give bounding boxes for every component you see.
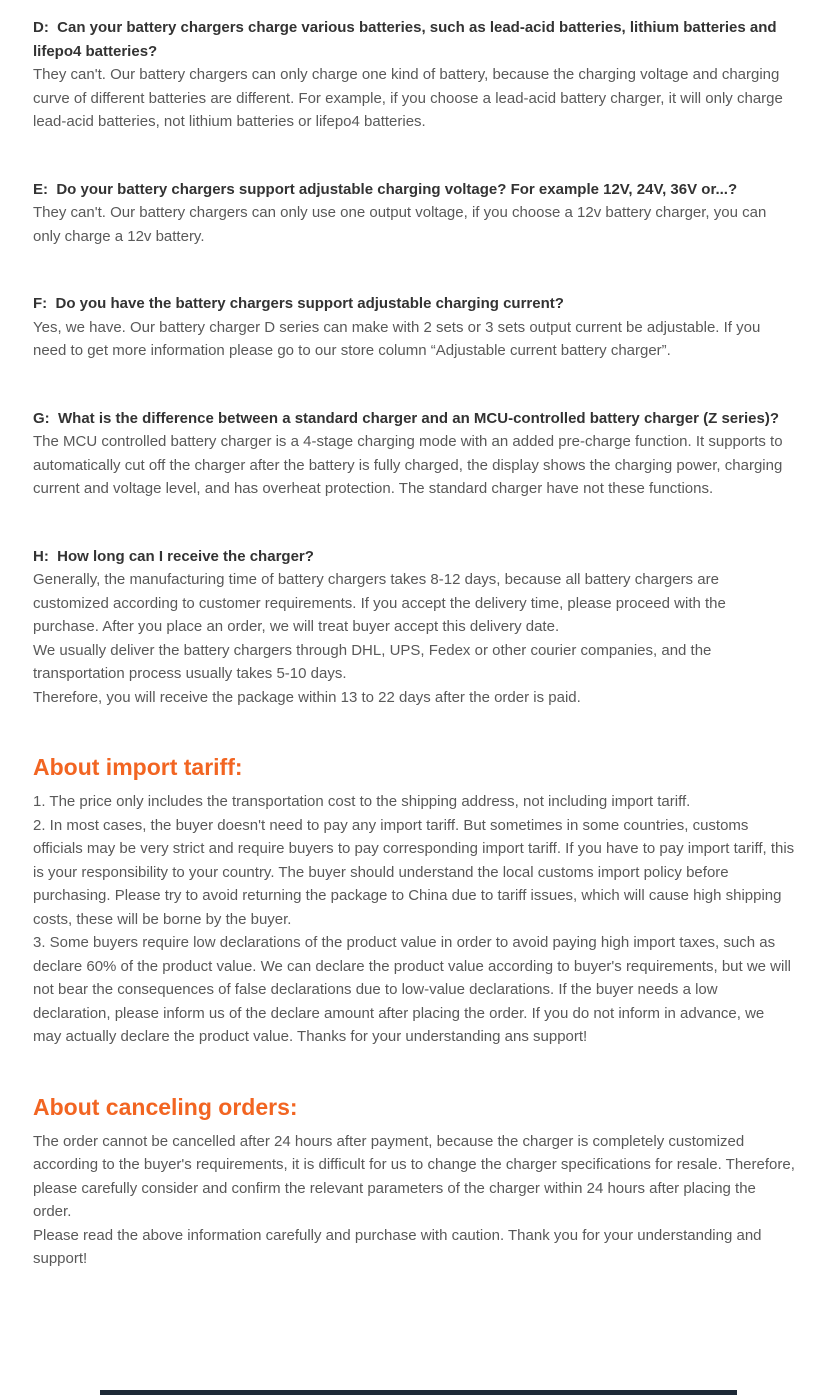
faq-answer-g: The MCU controlled battery charger is a 4-stage charging mode with an added pre-charge function. It supports to automatically cut off the charger after the battery is fully charged, the display shows the charging power, charging current and voltage level, and has overheat protection. The standard charger have not these functions. xyxy=(33,433,783,497)
faq-answer-h-manufacturing: Generally, the manufacturing time of battery chargers takes 8-12 days, because all battery chargers are customized according to customer requirements. If you accept the delivery time, please proceed with the purchase. After you place an order, we will treat buyer accept this delivery date. xyxy=(33,571,726,635)
section-title-import-tariff: About import tariff: xyxy=(33,754,243,780)
faq-question-f: F: Do you have the battery chargers support adjustable charging current? xyxy=(33,295,564,312)
faq-question-e: E: Do your battery chargers support adjustable charging voltage? For example 12V, 24V, 36V or...? xyxy=(33,180,738,198)
section-import-tariff xyxy=(33,753,795,1049)
faq-answer-f: Yes, we have. Our battery charger D series can make with 2 sets or 3 sets output current be adjustable. If you need to get more information please go to our store column “Adjustable current battery charger”. xyxy=(33,318,761,359)
canceling-orders-policy: The order cannot be cancelled after 24 hours after payment, because the charger is completely customized according to the buyer's requirements, it is difficult for us to change the charger specifications for resale. Therefore, please carefully consider and confirm the relevant parameters of the charger within 24 hours after placing the order. xyxy=(33,1132,795,1220)
faq-question-h: H: How long can I receive the charger? xyxy=(33,547,314,565)
faq-answer-d: They can't. Our battery chargers can only charge one kind of battery, because the charging voltage and charging curve of different batteries are different. For example, if you choose a lead-acid battery charger, it will only charge lead-acid batteries, not lithium batteries or lifepo4 batteries. xyxy=(33,66,783,130)
faq-section-e xyxy=(33,178,795,249)
faq-section-f xyxy=(33,292,795,363)
faq-question-d: D: Can your battery chargers charge various batteries, such as lead-acid batteries, lithium batteries and lifepo4 batteries? xyxy=(33,19,781,60)
faq-answer-h-total-time: Therefore, you will receive the package within 13 to 22 days after the order is paid. xyxy=(33,688,581,706)
section-canceling-orders xyxy=(33,1093,795,1271)
faq-answer-e: They can't. Our battery chargers can only use one output voltage, if you choose a 12v battery charger, you can only charge a 12v battery. xyxy=(33,204,767,245)
faq-section-h xyxy=(33,545,795,710)
import-tariff-point-1: 1. The price only includes the transportation cost to the shipping address, not including import tariff. xyxy=(33,793,691,810)
next-section-top-edge xyxy=(100,1390,737,1395)
canceling-orders-closing-note: Please read the above information carefully and purchase with caution. Thank you for your understanding and support! xyxy=(33,1226,762,1267)
faq-section-d xyxy=(33,16,795,134)
faq-section-g xyxy=(33,407,795,501)
import-tariff-point-3: 3. Some buyers require low declarations of the product value in order to avoid paying high import taxes, such as declare 60% of the product value. We can declare the product value according to buyer's requirements, but we will not bear the consequences of false declarations due to low-value declarations. If the buyer needs a low declaration, please inform us of the declare amount after placing the order. If you do not inform in advance, we may actually declare the product value. Thanks for your understanding ans support! xyxy=(33,934,792,1045)
section-title-canceling-orders: About canceling orders: xyxy=(33,1093,298,1120)
faq-answer-h-shipping: We usually deliver the battery chargers through DHL, UPS, Fedex or other courier companies, and the transportation process usually takes 5-10 days. xyxy=(33,641,712,682)
faq-question-g: G: What is the difference between a standard charger and an MCU-controlled battery charger (Z series)? xyxy=(33,409,779,427)
import-tariff-point-2: 2. In most cases, the buyer doesn't need to pay any import tariff. But sometimes in some countries, customs officials may be very strict and require buyers to pay corresponding import tariff. If you have to pay import tariff, this is your responsibility to your country. The buyer should understand the local customs import policy before purchasing. Please try to avoid returning the package to China due to tariff issues, which will cause high shipping costs, these will be borne by the buyer. xyxy=(33,816,795,928)
